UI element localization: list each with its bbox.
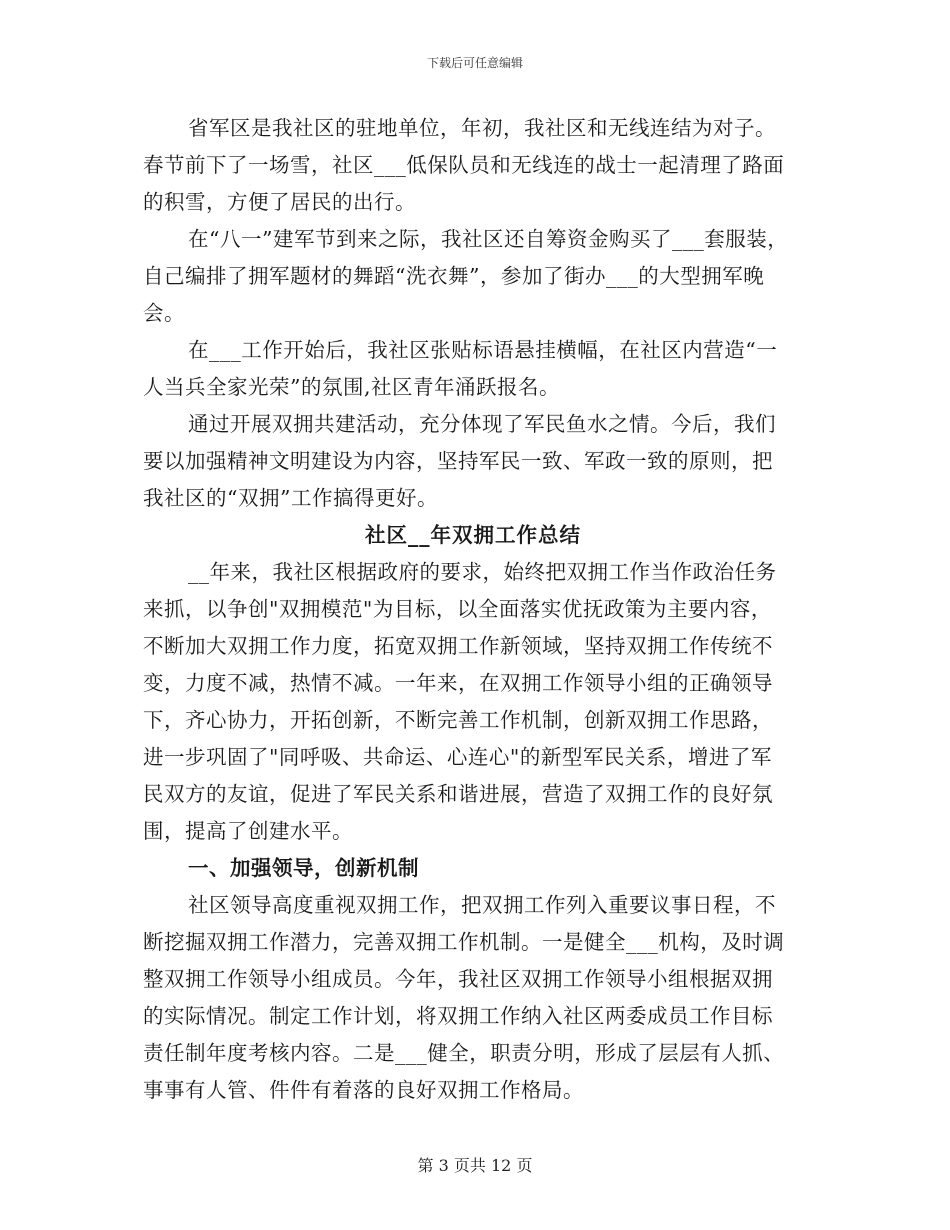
subsection-heading: 一、加强领导，创新机制 — [188, 856, 419, 880]
paragraph-line: 人当兵全家光荣”的氛围,社区青年涌跃报名。 — [143, 375, 560, 399]
paragraph-line: 事事有人管、件件有着落的良好双拥工作格局。 — [143, 1078, 584, 1102]
paragraph-line: 整双拥工作领导小组成员。今年，我社区双拥工作领导小组根据双拥 — [143, 967, 773, 991]
paragraph-line: 下，齐心协力，开拓创新，不断完善工作机制，创新双拥工作思路， — [143, 708, 773, 732]
paragraph-line: 的实际情况。制定工作计划，将双拥工作纳入社区两委成员工作目标 — [143, 1004, 773, 1028]
paragraph-line: 进一步巩固了"同呼吸、共命运、心连心"的新型军民关系，增进了军 — [143, 745, 772, 769]
page-header: 下载后可任意编辑 — [426, 56, 523, 70]
paragraph-line: 在___工作开始后，我社区张贴标语悬挂横幅，在社区内营造“一 — [188, 338, 778, 362]
paragraph-line: 围，提高了创建水平。 — [143, 819, 353, 843]
paragraph-line: 会。 — [143, 301, 185, 325]
paragraph-line: 要以加强精神文明建设为内容，坚持军民一致、军政一致的原则，把 — [143, 449, 773, 473]
section-title: 社区__年双拥工作总结 — [365, 523, 581, 547]
paragraph-line: 断挖掘双拥工作潜力，完善双拥工作机制。一是健全___机构，及时调 — [143, 930, 785, 954]
paragraph-line: 的积雪，方便了居民的出行。 — [143, 190, 416, 214]
page-footer: 第 3 页共 12 页 — [417, 1156, 533, 1175]
paragraph-line: 民双方的友谊，促进了军民关系和谐进展，营造了双拥工作的良好氛 — [143, 782, 773, 806]
paragraph-line: 来抓，以争创"双拥模范"为目标，以全面落实优抚政策为主要内容， — [143, 597, 772, 621]
document-body — [143, 110, 803, 1109]
paragraph-line: 变，力度不减，热情不减。一年来，在双拥工作领导小组的正确领导 — [143, 671, 773, 695]
paragraph-line: 社区领导高度重视双拥工作，把双拥工作列入重要议事日程，不 — [188, 893, 776, 917]
paragraph-line: 通过开展双拥共建活动，充分体现了军民鱼水之情。今后，我们 — [188, 412, 776, 436]
paragraph-line: 自己编排了拥军题材的舞蹈“洗衣舞”，参加了街办___的大型拥军晚 — [143, 264, 765, 288]
paragraph-line: 春节前下了一场雪，社区___低保队员和无线连的战士一起清理了路面 — [143, 153, 785, 177]
paragraph-line: 省军区是我社区的驻地单位，年初，我社区和无线连结为对子。 — [188, 116, 776, 140]
paragraph-line: 我社区的“双拥”工作搞得更好。 — [143, 486, 438, 510]
paragraph-line: 责任制年度考核内容。二是___健全，职责分明，形成了层层有人抓、 — [143, 1041, 785, 1065]
paragraph-line: __年来，我社区根据政府的要求，始终把双拥工作当作政治任务 — [188, 560, 777, 584]
paragraph-line: 在“八一”建军节到来之际，我社区还自筹资金购买了___套服装， — [188, 227, 789, 251]
paragraph-line: 不断加大双拥工作力度，拓宽双拥工作新领域，坚持双拥工作传统不 — [143, 634, 773, 658]
